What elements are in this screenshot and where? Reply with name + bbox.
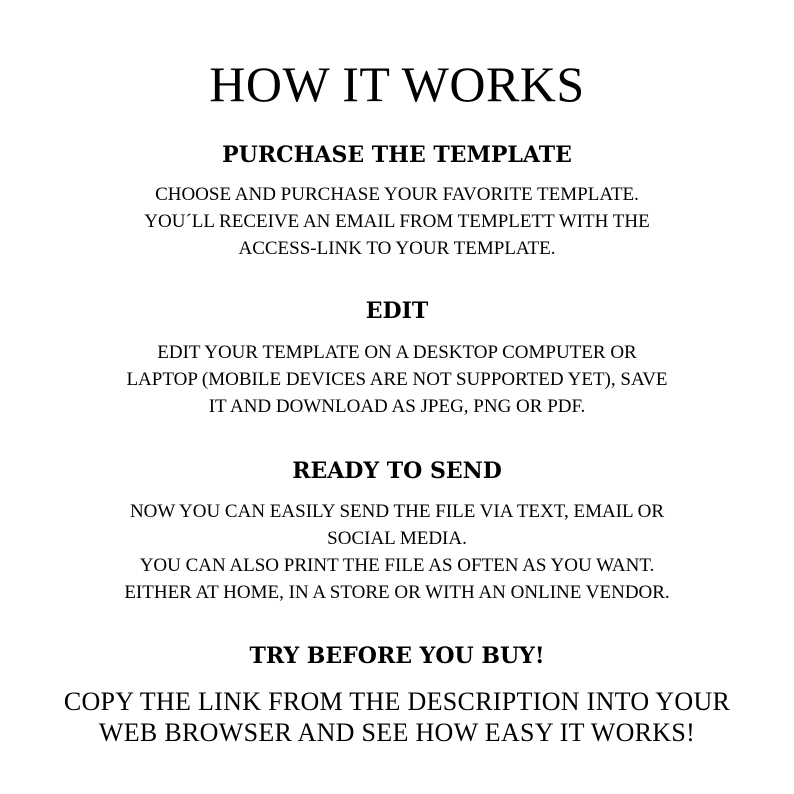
text-line: IT AND DOWNLOAD AS JPEG, PNG OR PDF. [208,396,586,417]
text-line: CHOOSE AND PURCHASE YOUR FAVORITE TEMPLATE. [155,184,639,205]
text-line: WEB BROWSER AND SEE HOW EASY IT WORKS! [98,718,696,747]
page-title: HOW IT WORKS [209,56,585,112]
text-line: SOCIAL MEDIA. [327,528,467,549]
text-line: YOU´LL RECEIVE AN EMAIL FROM TEMPLETT WITH THE [144,211,650,232]
text-line: LAPTOP (MOBILE DEVICES ARE NOT SUPPORTED YET), SAVE [126,369,668,390]
section-heading-ready-to-send: READY TO SEND [292,458,502,484]
text-line: EITHER AT HOME, IN A STORE OR WITH AN ONLINE VENDOR. [124,582,670,603]
section-text-ready-to-send [0,498,794,606]
text-line: YOU CAN ALSO PRINT THE FILE AS OFTEN AS YOU WANT. [139,555,655,576]
section-heading-try-before-you-buy: TRY BEFORE YOU BUY! [249,643,545,669]
section-heading-purchase: PURCHASE THE TEMPLATE [222,142,572,168]
text-line: ACCESS-LINK TO YOUR TEMPLATE. [238,238,556,259]
section-text-try-before-you-buy [0,686,794,748]
text-line: COPY THE LINK FROM THE DESCRIPTION INTO YOUR [63,687,731,716]
text-line: EDIT YOUR TEMPLATE ON A DESKTOP COMPUTER OR [157,342,637,363]
text-line: NOW YOU CAN EASILY SEND THE FILE VIA TEXT, EMAIL OR [129,501,665,522]
section-text-edit [0,339,794,420]
section-heading-edit: EDIT [365,298,429,324]
section-text-purchase [0,181,794,262]
